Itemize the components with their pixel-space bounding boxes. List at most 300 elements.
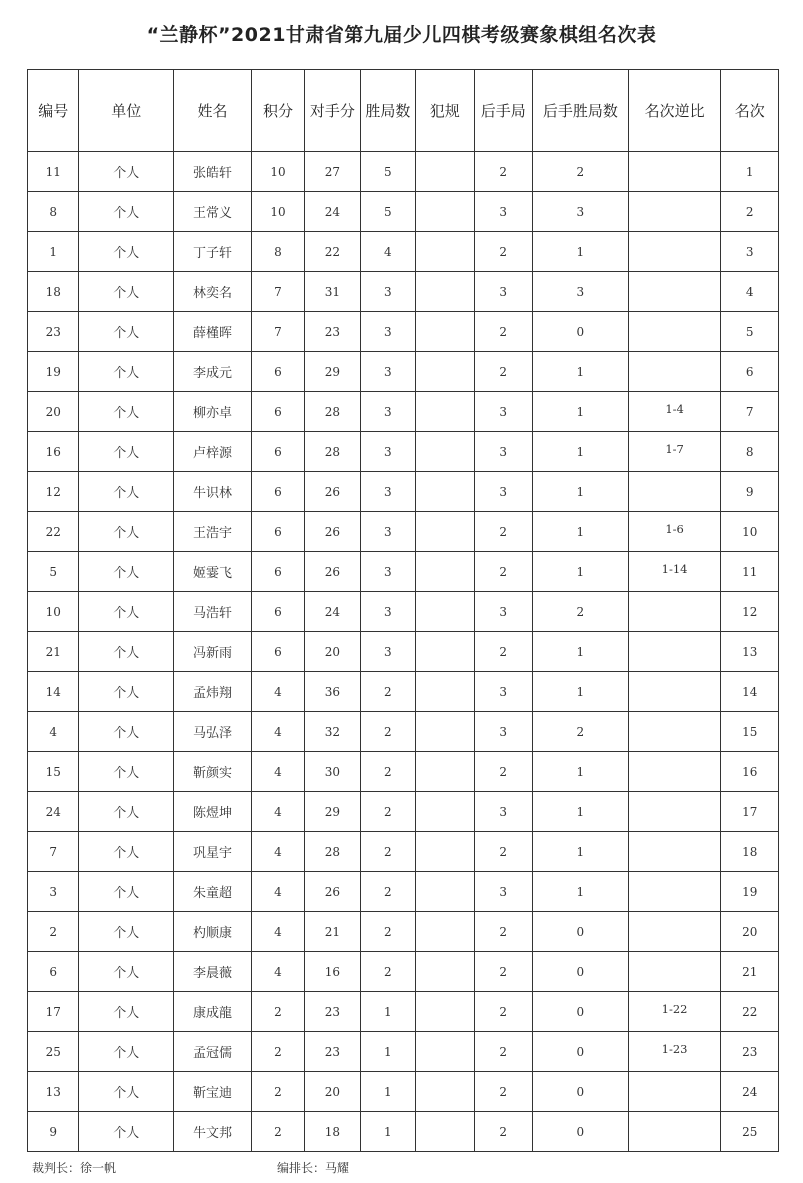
- cell-unit: 个人: [79, 992, 174, 1032]
- cell-rank: 6: [721, 352, 779, 392]
- cell-second-wins: 1: [532, 672, 628, 712]
- cell-points: 8: [251, 232, 304, 272]
- table-row: [28, 792, 779, 832]
- cell-name: 孟冠儒: [174, 1032, 252, 1072]
- column-header: 后手局: [474, 70, 532, 152]
- cell-unit: 个人: [79, 432, 174, 472]
- cell-second-wins: 1: [532, 752, 628, 792]
- cell-second-games: 2: [474, 632, 532, 672]
- cell-rank: 19: [721, 872, 779, 912]
- cell-fouls: [416, 912, 474, 952]
- table-row: [28, 1032, 779, 1072]
- cell-wins: 1: [360, 992, 415, 1032]
- cell-unit: 个人: [79, 472, 174, 512]
- cell-unit: 个人: [79, 1112, 174, 1152]
- cell-fouls: [416, 352, 474, 392]
- cell-id: 14: [28, 672, 79, 712]
- cell-fouls: [416, 272, 474, 312]
- cell-wins: 3: [360, 392, 415, 432]
- cell-unit: 个人: [79, 1072, 174, 1112]
- cell-id: 25: [28, 1032, 79, 1072]
- cell-opponent-points: 24: [305, 592, 360, 632]
- cell-second-games: 2: [474, 1032, 532, 1072]
- cell-tiebreak: 1-7: [628, 432, 721, 472]
- cell-wins: 3: [360, 312, 415, 352]
- cell-tiebreak: [628, 792, 721, 832]
- cell-points: 6: [251, 392, 304, 432]
- cell-tiebreak: 1-14: [628, 552, 721, 592]
- cell-id: 18: [28, 272, 79, 312]
- cell-name: 孟炜翔: [174, 672, 252, 712]
- table-row: [28, 592, 779, 632]
- cell-second-wins: 1: [532, 872, 628, 912]
- cell-second-wins: 2: [532, 592, 628, 632]
- cell-rank: 17: [721, 792, 779, 832]
- cell-fouls: [416, 672, 474, 712]
- cell-opponent-points: 30: [305, 752, 360, 792]
- cell-rank: 8: [721, 432, 779, 472]
- cell-opponent-points: 36: [305, 672, 360, 712]
- cell-second-wins: 1: [532, 512, 628, 552]
- cell-second-wins: 2: [532, 712, 628, 752]
- cell-id: 2: [28, 912, 79, 952]
- cell-wins: 2: [360, 872, 415, 912]
- cell-tiebreak: [628, 232, 721, 272]
- cell-rank: 23: [721, 1032, 779, 1072]
- cell-second-games: 3: [474, 712, 532, 752]
- cell-unit: 个人: [79, 792, 174, 832]
- cell-fouls: [416, 1032, 474, 1072]
- cell-opponent-points: 22: [305, 232, 360, 272]
- table-row: [28, 432, 779, 472]
- cell-opponent-points: 26: [305, 552, 360, 592]
- cell-points: 6: [251, 592, 304, 632]
- cell-rank: 2: [721, 192, 779, 232]
- cell-tiebreak: [628, 352, 721, 392]
- cell-name: 杓顺康: [174, 912, 252, 952]
- table-row: [28, 712, 779, 752]
- cell-rank: 15: [721, 712, 779, 752]
- cell-id: 7: [28, 832, 79, 872]
- cell-points: 4: [251, 792, 304, 832]
- cell-id: 20: [28, 392, 79, 432]
- cell-wins: 1: [360, 1032, 415, 1072]
- cell-opponent-points: 20: [305, 1072, 360, 1112]
- cell-wins: 3: [360, 272, 415, 312]
- table-row: [28, 992, 779, 1032]
- table-row: [28, 192, 779, 232]
- cell-wins: 1: [360, 1112, 415, 1152]
- cell-opponent-points: 24: [305, 192, 360, 232]
- cell-unit: 个人: [79, 152, 174, 192]
- column-header: 名次: [721, 70, 779, 152]
- cell-points: 2: [251, 992, 304, 1032]
- cell-unit: 个人: [79, 592, 174, 632]
- cell-name: 李晨薇: [174, 952, 252, 992]
- cell-id: 19: [28, 352, 79, 392]
- cell-second-wins: 1: [532, 552, 628, 592]
- cell-name: 柳亦卓: [174, 392, 252, 432]
- cell-rank: 21: [721, 952, 779, 992]
- cell-rank: 10: [721, 512, 779, 552]
- cell-wins: 2: [360, 752, 415, 792]
- cell-second-wins: 0: [532, 1112, 628, 1152]
- cell-tiebreak: [628, 1072, 721, 1112]
- cell-fouls: [416, 1072, 474, 1112]
- table-row: [28, 472, 779, 512]
- cell-rank: 12: [721, 592, 779, 632]
- cell-opponent-points: 16: [305, 952, 360, 992]
- cell-rank: 5: [721, 312, 779, 352]
- table-row: [28, 392, 779, 432]
- cell-id: 22: [28, 512, 79, 552]
- table-row: [28, 352, 779, 392]
- cell-id: 6: [28, 952, 79, 992]
- cell-points: 10: [251, 152, 304, 192]
- cell-fouls: [416, 992, 474, 1032]
- header-row: [28, 70, 779, 152]
- cell-opponent-points: 29: [305, 352, 360, 392]
- cell-name: 姬霎飞: [174, 552, 252, 592]
- cell-second-wins: 0: [532, 912, 628, 952]
- cell-opponent-points: 26: [305, 512, 360, 552]
- cell-tiebreak: 1-22: [628, 992, 721, 1032]
- cell-name: 丁子轩: [174, 232, 252, 272]
- cell-tiebreak: [628, 712, 721, 752]
- cell-fouls: [416, 472, 474, 512]
- cell-wins: 2: [360, 952, 415, 992]
- cell-second-wins: 2: [532, 152, 628, 192]
- cell-name: 朱童超: [174, 872, 252, 912]
- cell-fouls: [416, 1112, 474, 1152]
- column-header: 编号: [28, 70, 79, 152]
- cell-wins: 2: [360, 792, 415, 832]
- cell-opponent-points: 29: [305, 792, 360, 832]
- column-header: 后手胜局数: [532, 70, 628, 152]
- cell-id: 10: [28, 592, 79, 632]
- cell-unit: 个人: [79, 912, 174, 952]
- cell-second-games: 2: [474, 232, 532, 272]
- cell-second-wins: 0: [532, 1032, 628, 1072]
- cell-wins: 5: [360, 152, 415, 192]
- cell-unit: 个人: [79, 552, 174, 592]
- table-row: [28, 552, 779, 592]
- cell-second-wins: 1: [532, 792, 628, 832]
- cell-points: 7: [251, 312, 304, 352]
- cell-fouls: [416, 232, 474, 272]
- cell-name: 陈煜坤: [174, 792, 252, 832]
- table-row: [28, 1112, 779, 1152]
- cell-opponent-points: 18: [305, 1112, 360, 1152]
- cell-second-games: 2: [474, 1072, 532, 1112]
- cell-tiebreak: 1-4: [628, 392, 721, 432]
- cell-second-games: 3: [474, 392, 532, 432]
- cell-id: 13: [28, 1072, 79, 1112]
- cell-unit: 个人: [79, 632, 174, 672]
- cell-wins: 3: [360, 352, 415, 392]
- cell-wins: 4: [360, 232, 415, 272]
- cell-name: 张皓轩: [174, 152, 252, 192]
- cell-fouls: [416, 712, 474, 752]
- cell-unit: 个人: [79, 232, 174, 272]
- cell-points: 6: [251, 352, 304, 392]
- arranger-label: 编排长：马耀: [277, 1161, 350, 1175]
- cell-fouls: [416, 192, 474, 232]
- cell-id: 24: [28, 792, 79, 832]
- table-row: [28, 872, 779, 912]
- cell-wins: 3: [360, 472, 415, 512]
- cell-name: 卢梓源: [174, 432, 252, 472]
- cell-unit: 个人: [79, 752, 174, 792]
- cell-rank: 18: [721, 832, 779, 872]
- cell-points: 6: [251, 472, 304, 512]
- cell-opponent-points: 20: [305, 632, 360, 672]
- cell-fouls: [416, 832, 474, 872]
- cell-wins: 2: [360, 672, 415, 712]
- cell-id: 3: [28, 872, 79, 912]
- cell-second-games: 2: [474, 752, 532, 792]
- table-body: [28, 152, 779, 1152]
- cell-id: 21: [28, 632, 79, 672]
- cell-tiebreak: [628, 592, 721, 632]
- cell-tiebreak: 1-23: [628, 1032, 721, 1072]
- cell-tiebreak: [628, 1112, 721, 1152]
- cell-name: 康成龍: [174, 992, 252, 1032]
- cell-tiebreak: [628, 752, 721, 792]
- column-header: 积分: [251, 70, 304, 152]
- table-row: [28, 152, 779, 192]
- cell-id: 8: [28, 192, 79, 232]
- cell-wins: 3: [360, 592, 415, 632]
- cell-unit: 个人: [79, 512, 174, 552]
- cell-tiebreak: [628, 912, 721, 952]
- cell-points: 4: [251, 912, 304, 952]
- cell-id: 11: [28, 152, 79, 192]
- cell-points: 2: [251, 1112, 304, 1152]
- cell-second-games: 3: [474, 432, 532, 472]
- cell-points: 6: [251, 632, 304, 672]
- cell-name: 牛文邦: [174, 1112, 252, 1152]
- cell-second-games: 2: [474, 1112, 532, 1152]
- cell-points: 10: [251, 192, 304, 232]
- cell-name: 马弘泽: [174, 712, 252, 752]
- cell-second-wins: 1: [532, 232, 628, 272]
- cell-second-games: 2: [474, 512, 532, 552]
- table-row: [28, 952, 779, 992]
- cell-points: 7: [251, 272, 304, 312]
- cell-wins: 3: [360, 432, 415, 472]
- cell-id: 5: [28, 552, 79, 592]
- cell-rank: 1: [721, 152, 779, 192]
- cell-points: 2: [251, 1072, 304, 1112]
- cell-fouls: [416, 392, 474, 432]
- cell-points: 4: [251, 832, 304, 872]
- cell-opponent-points: 27: [305, 152, 360, 192]
- cell-rank: 9: [721, 472, 779, 512]
- cell-rank: 24: [721, 1072, 779, 1112]
- cell-second-wins: 3: [532, 192, 628, 232]
- cell-fouls: [416, 872, 474, 912]
- cell-second-wins: 1: [532, 832, 628, 872]
- cell-name: 王浩宇: [174, 512, 252, 552]
- table-row: [28, 1072, 779, 1112]
- cell-wins: 2: [360, 712, 415, 752]
- cell-wins: 2: [360, 832, 415, 872]
- table-row: [28, 672, 779, 712]
- cell-unit: 个人: [79, 672, 174, 712]
- cell-second-games: 2: [474, 312, 532, 352]
- cell-unit: 个人: [79, 272, 174, 312]
- cell-second-games: 2: [474, 992, 532, 1032]
- cell-opponent-points: 23: [305, 312, 360, 352]
- cell-rank: 13: [721, 632, 779, 672]
- cell-tiebreak: [628, 672, 721, 712]
- cell-opponent-points: 23: [305, 1032, 360, 1072]
- cell-second-games: 3: [474, 192, 532, 232]
- cell-second-games: 2: [474, 912, 532, 952]
- cell-opponent-points: 28: [305, 432, 360, 472]
- cell-unit: 个人: [79, 952, 174, 992]
- cell-opponent-points: 28: [305, 832, 360, 872]
- cell-second-wins: 0: [532, 1072, 628, 1112]
- cell-second-games: 3: [474, 792, 532, 832]
- referee-label: 裁判长：徐一帆: [32, 1161, 117, 1175]
- column-header: 单位: [79, 70, 174, 152]
- cell-fouls: [416, 152, 474, 192]
- cell-name: 薛槿晖: [174, 312, 252, 352]
- cell-wins: 5: [360, 192, 415, 232]
- cell-points: 6: [251, 512, 304, 552]
- cell-points: 6: [251, 432, 304, 472]
- cell-id: 12: [28, 472, 79, 512]
- table-row: [28, 912, 779, 952]
- cell-name: 靳宝迪: [174, 1072, 252, 1112]
- cell-points: 2: [251, 1032, 304, 1072]
- column-header: 犯规: [416, 70, 474, 152]
- cell-fouls: [416, 592, 474, 632]
- cell-points: 4: [251, 672, 304, 712]
- cell-id: 4: [28, 712, 79, 752]
- cell-second-wins: 1: [532, 632, 628, 672]
- results-table: [27, 69, 779, 1152]
- cell-id: 15: [28, 752, 79, 792]
- cell-unit: 个人: [79, 832, 174, 872]
- cell-id: 1: [28, 232, 79, 272]
- cell-second-wins: 0: [532, 312, 628, 352]
- cell-name: 牛识林: [174, 472, 252, 512]
- cell-rank: 11: [721, 552, 779, 592]
- cell-opponent-points: 26: [305, 472, 360, 512]
- cell-second-games: 2: [474, 552, 532, 592]
- table-row: [28, 832, 779, 872]
- cell-second-games: 3: [474, 272, 532, 312]
- cell-second-wins: 1: [532, 392, 628, 432]
- column-header: 姓名: [174, 70, 252, 152]
- cell-second-wins: 1: [532, 352, 628, 392]
- cell-fouls: [416, 952, 474, 992]
- cell-fouls: [416, 752, 474, 792]
- cell-rank: 25: [721, 1112, 779, 1152]
- cell-rank: 16: [721, 752, 779, 792]
- cell-second-games: 2: [474, 352, 532, 392]
- cell-second-games: 2: [474, 152, 532, 192]
- cell-second-games: 3: [474, 472, 532, 512]
- cell-name: 林奕名: [174, 272, 252, 312]
- table-row: [28, 632, 779, 672]
- cell-points: 4: [251, 712, 304, 752]
- cell-fouls: [416, 792, 474, 832]
- cell-tiebreak: [628, 872, 721, 912]
- page-title: “兰静杯”2021甘肃省第九届少儿四棋考级赛象棋组名次表: [146, 24, 657, 46]
- cell-second-games: 2: [474, 832, 532, 872]
- cell-name: 冯新雨: [174, 632, 252, 672]
- cell-fouls: [416, 312, 474, 352]
- cell-second-wins: 0: [532, 952, 628, 992]
- cell-unit: 个人: [79, 872, 174, 912]
- cell-tiebreak: 1-6: [628, 512, 721, 552]
- cell-second-wins: 0: [532, 992, 628, 1032]
- cell-tiebreak: [628, 272, 721, 312]
- cell-points: 4: [251, 872, 304, 912]
- cell-unit: 个人: [79, 1032, 174, 1072]
- cell-tiebreak: [628, 192, 721, 232]
- cell-rank: 22: [721, 992, 779, 1032]
- cell-opponent-points: 23: [305, 992, 360, 1032]
- cell-tiebreak: [628, 312, 721, 352]
- cell-opponent-points: 28: [305, 392, 360, 432]
- column-header: 胜局数: [360, 70, 415, 152]
- cell-wins: 3: [360, 632, 415, 672]
- cell-opponent-points: 26: [305, 872, 360, 912]
- cell-unit: 个人: [79, 312, 174, 352]
- cell-second-games: 2: [474, 952, 532, 992]
- cell-fouls: [416, 552, 474, 592]
- cell-opponent-points: 31: [305, 272, 360, 312]
- cell-second-games: 3: [474, 872, 532, 912]
- cell-points: 4: [251, 952, 304, 992]
- cell-rank: 3: [721, 232, 779, 272]
- cell-unit: 个人: [79, 352, 174, 392]
- cell-fouls: [416, 632, 474, 672]
- cell-second-wins: 3: [532, 272, 628, 312]
- cell-wins: 3: [360, 552, 415, 592]
- cell-name: 巩星宇: [174, 832, 252, 872]
- table-row: [28, 752, 779, 792]
- cell-name: 马浩轩: [174, 592, 252, 632]
- cell-name: 王常义: [174, 192, 252, 232]
- cell-opponent-points: 32: [305, 712, 360, 752]
- cell-tiebreak: [628, 472, 721, 512]
- cell-id: 16: [28, 432, 79, 472]
- cell-unit: 个人: [79, 192, 174, 232]
- table-row: [28, 312, 779, 352]
- cell-rank: 14: [721, 672, 779, 712]
- cell-id: 9: [28, 1112, 79, 1152]
- cell-tiebreak: [628, 952, 721, 992]
- cell-fouls: [416, 432, 474, 472]
- cell-rank: 7: [721, 392, 779, 432]
- table-row: [28, 512, 779, 552]
- cell-name: 靳颜实: [174, 752, 252, 792]
- cell-wins: 1: [360, 1072, 415, 1112]
- cell-tiebreak: [628, 632, 721, 672]
- cell-wins: 2: [360, 912, 415, 952]
- cell-rank: 4: [721, 272, 779, 312]
- cell-unit: 个人: [79, 392, 174, 432]
- table-row: [28, 272, 779, 312]
- cell-tiebreak: [628, 832, 721, 872]
- cell-opponent-points: 21: [305, 912, 360, 952]
